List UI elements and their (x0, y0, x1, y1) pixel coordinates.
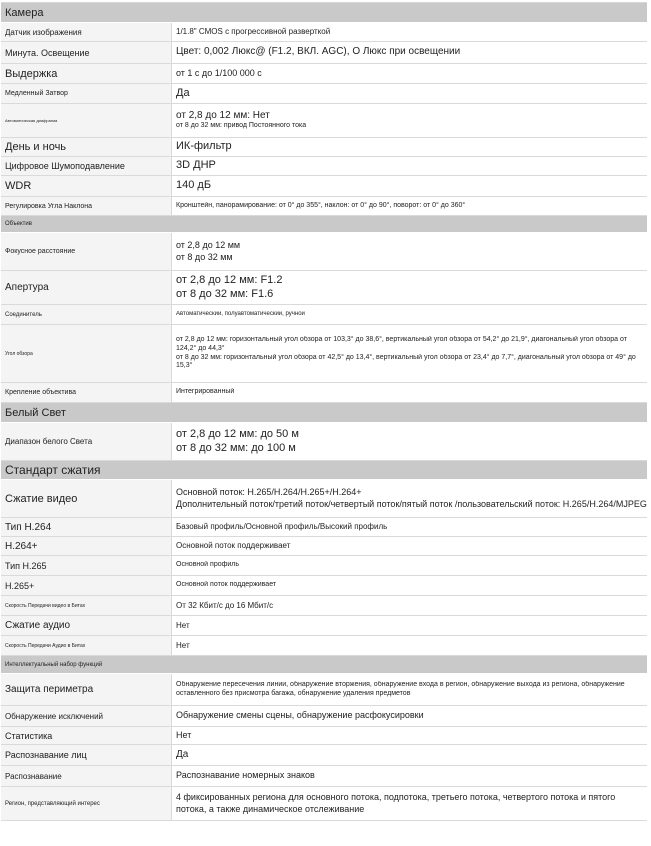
spec-label: Автоматическая диафрагма (1, 104, 172, 137)
spec-value-line: Распознавание номерных знаков (176, 770, 315, 781)
spec-value (172, 518, 647, 536)
spec-label: Распознавание (1, 766, 172, 786)
spec-value-line: от 1 с до 1/100 000 с (176, 67, 262, 78)
spec-row (1, 766, 647, 787)
spec-value (172, 616, 647, 635)
spec-row (1, 383, 647, 403)
spec-value-line: Обнаружение пересечения линии, обнаружение вторжения, обнаружение входа в регион, обнаружение выхода из региона, обнаружение оставленного без присмотра багажа, обнаружение удаления предметов (176, 680, 625, 697)
spec-value (172, 176, 647, 196)
spec-value-line: 140 дБ (176, 179, 212, 192)
spec-row (1, 706, 647, 727)
spec-value-line: Основной поток поддерживает (176, 541, 291, 550)
spec-value (172, 305, 647, 324)
spec-value-line: Кронштейн, панорамирование: от 0° до 355°, наклон: от 0° до 90°, поворот: от 0° до 360° (176, 201, 466, 209)
spec-value (172, 480, 647, 517)
spec-row (1, 787, 647, 821)
spec-label: Сжатие видео (1, 480, 172, 517)
spec-value-line: Основной поток: H.265/H.264/H.265+/H.264+ (176, 487, 362, 498)
spec-value-line: 1/1.8" CMOS с прогрессивной разверткой (176, 27, 331, 36)
spec-value (172, 745, 647, 765)
spec-row (1, 616, 647, 636)
spec-value (172, 576, 647, 595)
spec-label: Тип H.264 (1, 518, 172, 536)
spec-value-line: от 2,8 до 12 мм: до 50 м (176, 427, 299, 440)
spec-row (1, 636, 647, 656)
spec-value-line: Дополнительный поток/третий поток/четвертый поток/пятый поток /пользовательский поток: H.265/H.264/MJPEG (176, 498, 647, 509)
spec-label: Диапазон белого Света (1, 423, 172, 460)
specifications-table (1, 2, 647, 821)
spec-value (172, 157, 647, 175)
spec-value-line: Интегрированный (176, 388, 235, 396)
spec-value-line: от 2,8 до 12 мм: Нет (176, 109, 270, 121)
spec-row (1, 596, 647, 616)
spec-row (1, 556, 647, 576)
spec-value (172, 138, 647, 156)
spec-value (172, 727, 647, 744)
spec-value-line: от 2,8 до 12 мм: горизонтальный угол обзора от 103,3° до 38,6°, вертикальный угол обзора от 54,2° до 21,9°, диагональный угол обзора от 124,2° до 44,3° (176, 336, 627, 352)
spec-row (1, 233, 647, 271)
spec-label: Статистика (1, 727, 172, 744)
spec-value-line: Нет (176, 620, 190, 630)
spec-value (172, 766, 647, 786)
spec-value (172, 537, 647, 555)
section-header: Камера (1, 3, 647, 23)
spec-value-line: от 8 до 32 мм: F1.6 (176, 287, 274, 300)
spec-value-line: Да (176, 748, 189, 760)
spec-row (1, 42, 647, 64)
spec-row (1, 138, 647, 157)
spec-value (172, 42, 647, 63)
spec-label: Скорость Передачи Аудио в Битах (1, 636, 172, 655)
spec-row (1, 23, 647, 42)
spec-value (172, 423, 647, 460)
spec-row (1, 84, 647, 104)
spec-value-line: 3D ДНР (176, 159, 216, 172)
section-header: Стандарт сжатия (1, 461, 647, 480)
spec-row (1, 480, 647, 518)
spec-row (1, 271, 647, 305)
spec-label: Крепление объектива (1, 383, 172, 402)
spec-label: WDR (1, 176, 172, 196)
spec-value-line: от 8 до 32 мм: горизонтальный угол обзора от 42,5° до 13,4°, вертикальный угол обзора от 23,4° до 7,7°, диагональный угол обзора от 49° до 15,3° (176, 353, 636, 370)
spec-row (1, 104, 647, 138)
spec-label: Распознавание лиц (1, 745, 172, 765)
spec-label: Регулировка Угла Наклона (1, 197, 172, 215)
spec-value-line: Автоматический, полуавтоматический, ручной (176, 310, 305, 317)
spec-value-line: ИК-фильтр (176, 140, 232, 153)
spec-row (1, 537, 647, 556)
spec-row (1, 518, 647, 537)
spec-row (1, 674, 647, 706)
spec-label: Фокусное расстояние (1, 233, 172, 270)
spec-value (172, 787, 647, 820)
spec-row (1, 305, 647, 325)
spec-value-line: от 8 до 32 мм (176, 251, 233, 262)
spec-value (172, 104, 647, 137)
spec-value-line: Обнаружение смены сцены, обнаружение расфокусировки (176, 710, 424, 721)
spec-value (172, 674, 647, 705)
spec-value-line: От 32 Кбит/с до 16 Мбит/с (176, 600, 274, 610)
spec-label: H.264+ (1, 537, 172, 555)
spec-value (172, 325, 647, 382)
section-header: Объектив (1, 216, 647, 233)
spec-value (172, 84, 647, 103)
spec-label: H.265+ (1, 576, 172, 595)
spec-row (1, 64, 647, 84)
spec-label: Минута. Освещение (1, 42, 172, 63)
spec-value-line: Нет (176, 640, 190, 650)
spec-label: Выдержка (1, 64, 172, 83)
spec-row (1, 157, 647, 176)
spec-row (1, 423, 647, 461)
spec-value (172, 596, 647, 615)
spec-value (172, 197, 647, 215)
spec-value (172, 706, 647, 726)
spec-label: Угол обзора (1, 325, 172, 382)
spec-value (172, 383, 647, 402)
spec-value (172, 64, 647, 83)
spec-value (172, 556, 647, 575)
spec-value-line: Основной поток поддерживает (176, 581, 277, 589)
spec-row (1, 197, 647, 216)
spec-value-line: Основной профиль (176, 561, 240, 569)
spec-row (1, 325, 647, 383)
spec-label: День и ночь (1, 138, 172, 156)
section-header: Интеллектуальный набор функций (1, 656, 647, 674)
spec-label: Обнаружение исключений (1, 706, 172, 726)
spec-label: Апертура (1, 271, 172, 304)
spec-row (1, 745, 647, 766)
spec-value-line: Базовый профиль/Основной профиль/Высокий профиль (176, 522, 388, 531)
spec-row (1, 576, 647, 596)
spec-value (172, 233, 647, 270)
spec-label: Медленный Затвор (1, 84, 172, 103)
spec-label: Тип H.265 (1, 556, 172, 575)
spec-value-line: Да (176, 86, 190, 99)
spec-label: Защита периметра (1, 674, 172, 705)
spec-label: Соединитель (1, 305, 172, 324)
spec-label: Регион, представляющий интерес (1, 787, 172, 820)
spec-value-line: Цвет: 0,002 Люкс@ (F1.2, ВКЛ. AGC), О Люкс при освещении (176, 46, 461, 58)
spec-label: Цифровое Шумоподавление (1, 157, 172, 175)
spec-row (1, 176, 647, 197)
spec-value-line: от 8 до 32 мм: привод Постоянного тока (176, 122, 307, 130)
spec-label: Скорость Передачи видео в Битах (1, 596, 172, 615)
spec-value-line: от 2,8 до 12 мм: F1.2 (176, 273, 283, 286)
spec-label: Датчик изображения (1, 23, 172, 41)
spec-value-line: 4 фиксированных региона для основного потока, подпотока, третьего потока, четвертого потока и пятого потока, а также динамическое отслеживание (176, 792, 616, 814)
spec-value-line: Нет (176, 729, 192, 740)
spec-label: Сжатие аудио (1, 616, 172, 635)
spec-value (172, 636, 647, 655)
spec-value-line: от 8 до 32 мм: до 100 м (176, 441, 296, 454)
spec-value-line: от 2,8 до 12 мм (176, 240, 241, 251)
spec-row (1, 727, 647, 745)
spec-value (172, 23, 647, 41)
section-header: Белый Свет (1, 403, 647, 423)
spec-value (172, 271, 647, 304)
